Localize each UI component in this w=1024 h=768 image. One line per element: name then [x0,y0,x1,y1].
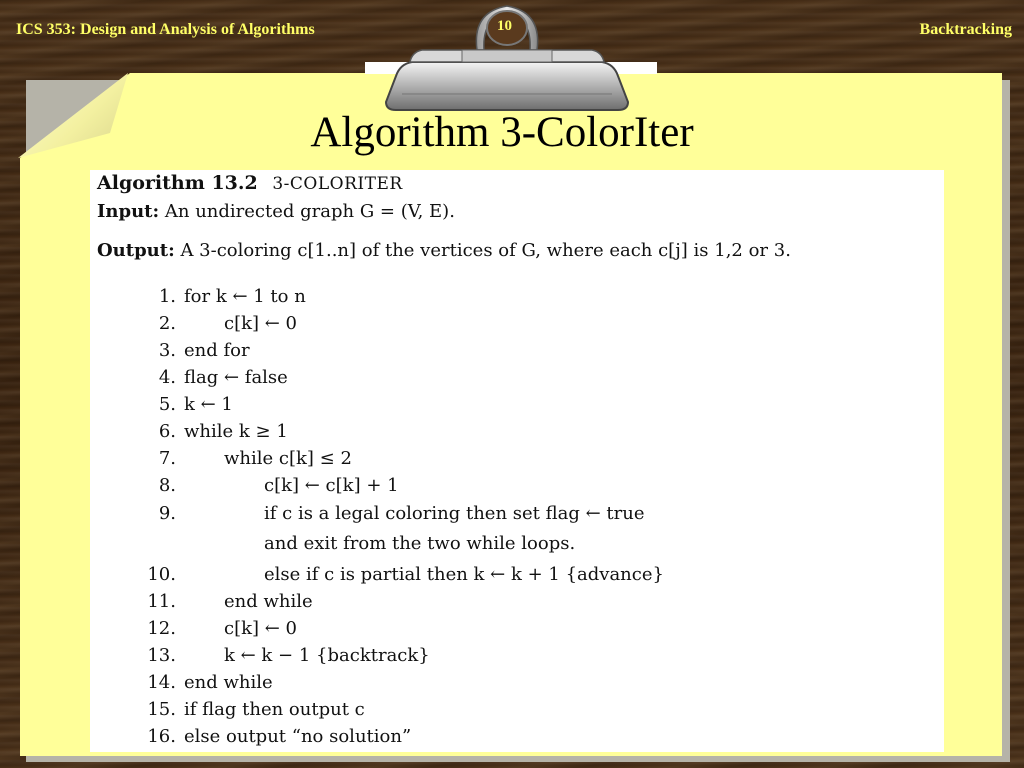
line-code: end while [224,591,313,612]
line-code: c[k] ← 0 [224,313,298,334]
slide-title: Algorithm 3-ColorIter [310,109,694,156]
line-code: and exit from the two while loops. [264,533,576,554]
code-line [130,475,399,499]
line-code: if flag then output c [184,699,365,720]
line-number: 16. [147,726,176,747]
line-code: c[k] ← c[k] + 1 [264,475,399,496]
line-number: 2. [158,313,176,334]
code-line [130,645,430,669]
line-code: k ← 1 [184,394,233,415]
algorithm-name: 3-COLORITER [272,174,403,194]
line-number: 12. [147,618,176,639]
line-code: while k ≥ 1 [184,421,288,442]
code-line [130,340,250,364]
algorithm-heading [97,172,403,194]
code-line [130,672,273,696]
code-line [130,726,411,750]
code-line [130,286,306,310]
line-code: k ← k − 1 {backtrack} [224,645,430,666]
topic-title: Backtracking [919,21,1012,38]
page-number: 10 [497,18,512,34]
line-number: 5. [158,394,176,415]
line-number: 1. [158,286,176,307]
line-number: 4. [158,367,176,388]
algorithm-label: Algorithm 13.2 [97,172,258,194]
code-line [130,503,644,527]
line-code: else if c is partial then k ← k + 1 {advance} [264,564,664,585]
line-number: 15. [147,699,176,720]
code-line [130,564,664,588]
line-number: 6. [158,421,176,442]
line-number: 8. [158,475,176,496]
output-line [97,240,791,261]
code-line [130,591,313,615]
line-number: 14. [147,672,176,693]
line-number: 7. [158,448,176,469]
code-line [130,313,297,337]
input-line [97,201,455,222]
line-code: end for [184,340,250,361]
input-label: Input: [97,201,160,222]
output-text: A 3-coloring c[1..n] of the vertices of G, where each c[j] is 1,2 or 3. [180,240,791,261]
code-line [130,421,288,445]
code-line [130,367,288,391]
line-number: 3. [158,340,176,361]
line-code: end while [184,672,273,693]
line-code: else output “no solution” [184,726,412,747]
code-line [130,618,297,642]
code-line [130,533,575,557]
line-code: for k ← 1 to n [184,286,306,307]
code-line [130,699,365,723]
input-text: An undirected graph G = (V, E). [164,201,455,222]
course-title: ICS 353: Design and Analysis of Algorithms [16,21,315,38]
line-number: 10. [147,564,176,585]
line-code: flag ← false [184,367,288,388]
line-number: 13. [147,645,176,666]
line-code: c[k] ← 0 [224,618,298,639]
line-code: if c is a legal coloring then set flag ← true [264,503,645,524]
code-line [130,448,352,472]
line-number: 11. [147,591,176,612]
line-number: 9. [158,503,176,524]
output-label: Output: [97,240,175,261]
line-code: while c[k] ≤ 2 [224,448,352,469]
algorithm-figure [90,170,944,752]
code-line [130,394,233,418]
